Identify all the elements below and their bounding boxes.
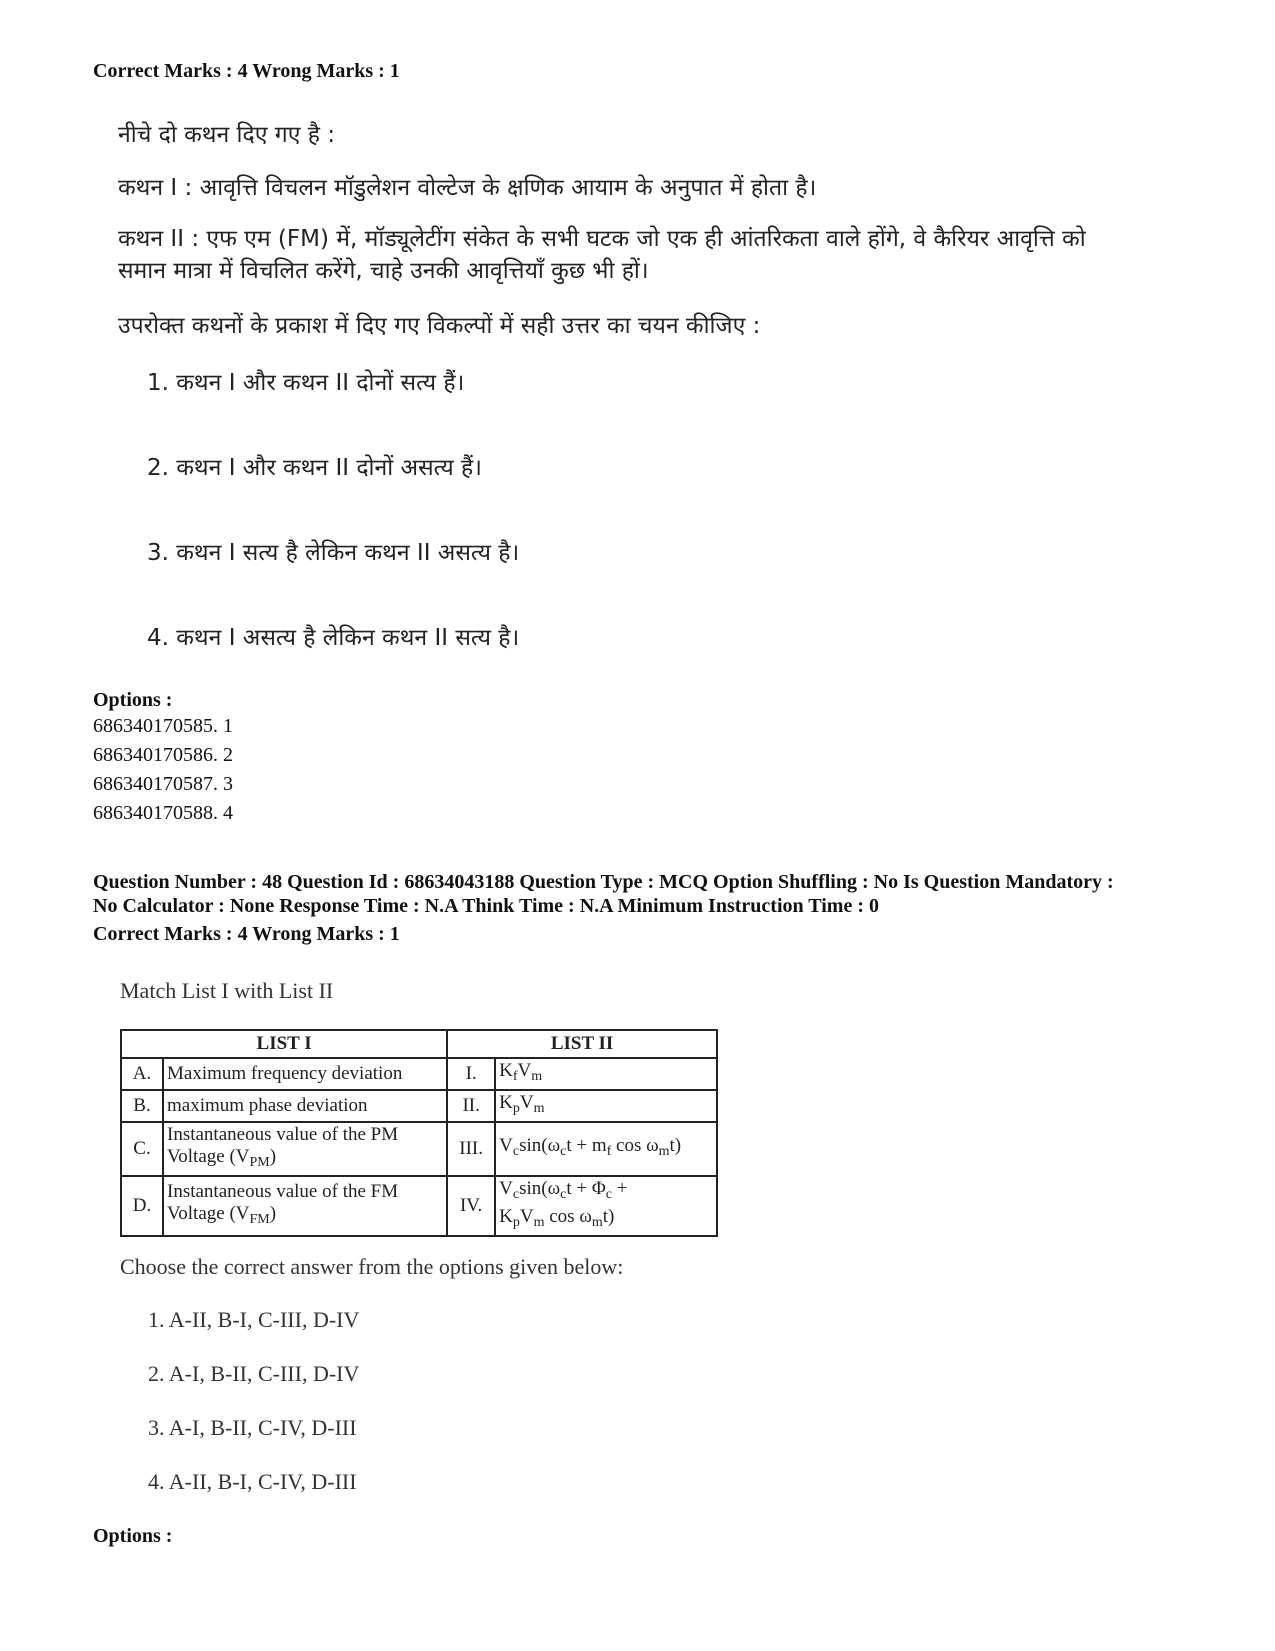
q48-choice-2: 2. A-I, B-II, C-III, D-IV <box>148 1361 360 1386</box>
row-list-2: $K_fV_m$ <box>495 1058 717 1090</box>
row-numeral: IV. <box>447 1176 495 1236</box>
q47-option-4: 686340170588. 4 <box>93 802 233 824</box>
q47-instruction: उपरोक्त कथनों के प्रकाश में दिए गए विकल्पों में सही उत्तर का चयन कीजिए : <box>118 313 761 339</box>
q48-prompt: Match List I with List II <box>120 978 334 1003</box>
list-1-header: LIST I <box>121 1030 447 1058</box>
row-key: D. <box>121 1176 163 1236</box>
row-list-1: maximum phase deviation <box>163 1090 447 1122</box>
row-key: B. <box>121 1090 163 1122</box>
row-numeral: II. <box>447 1090 495 1122</box>
row-numeral: I. <box>447 1058 495 1090</box>
row-key: A. <box>121 1058 163 1090</box>
q48-choice-4: 4. A-II, B-I, C-IV, D-III <box>148 1469 357 1494</box>
q48-choice-1: 1. A-II, B-I, C-III, D-IV <box>148 1307 360 1332</box>
q47-statement-1: कथन I : आवृत्ति विचलन मॉडुलेशन वोल्टेज के क्षणिक आयाम के अनुपात में होता है। <box>118 175 817 201</box>
row-list-1-line: Instantaneous value of the PM <box>167 1124 399 1145</box>
row-list-1 <box>163 1122 447 1176</box>
row-list-2: $K_pV_m$ <box>495 1090 717 1122</box>
q47-choice-4: 4. कथन I असत्य है लेकिन कथन II सत्य है। <box>147 625 520 651</box>
row-list-1: Maximum frequency deviation <box>163 1058 447 1090</box>
voltage-label: Voltage (V <box>167 1203 250 1224</box>
row-key: C. <box>121 1122 163 1176</box>
q47-option-3: 686340170587. 3 <box>93 773 233 795</box>
q47-marks: Correct Marks : 4 Wrong Marks : 1 <box>93 60 400 82</box>
q47-option-2: 686340170586. 2 <box>93 744 233 766</box>
q48-marks: Correct Marks : 4 Wrong Marks : 1 <box>93 923 400 945</box>
table-row <box>121 1176 717 1236</box>
row-numeral: III. <box>447 1122 495 1176</box>
q47-statement-2-line-1: कथन II : एफ एम (FM) में, मॉड्यूलेटींग संकेत के सभी घटक जो एक ही आंतरिकता वाले होंगे, वे कैरियर आवृत्ति को <box>118 226 1086 252</box>
row-list-2: $V_c\sin(\omega_ct + \Phi_c$ + $K_pV_m$ $\cos \omega_mt$) <box>495 1176 717 1236</box>
row-list-1-line: Instantaneous value of the FM <box>167 1181 399 1202</box>
q47-choice-1: 1. कथन I और कथन II दोनों सत्य हैं। <box>147 370 465 396</box>
q48-choice-3: 3. A-I, B-II, C-IV, D-III <box>148 1415 357 1440</box>
row-list-1 <box>163 1176 447 1236</box>
q47-statement-2-line-2: समान मात्रा में विचलित करेंगे, चाहे उनकी आवृत्तियाँ कुछ भी हों। <box>118 258 649 284</box>
row-list-1-line: Voltage $(V_{PM})$ <box>167 1146 277 1170</box>
table-row <box>121 1090 717 1122</box>
q48-options-label: Options : <box>93 1525 173 1547</box>
q47-statement-2 <box>118 223 1178 287</box>
q48-header-line-1: Question Number : 48 Question Id : 68634043188 Question Type : MCQ Option Shuffling : No Is Question Mandatory : <box>93 871 1114 893</box>
list-2-header: LIST II <box>447 1030 717 1058</box>
q47-choice-3: 3. कथन I सत्य है लेकिन कथन II असत्य है। <box>147 540 520 566</box>
q48-header-line-2: No Calculator : None Response Time : N.A Think Time : N.A Minimum Instruction Time : 0 <box>93 895 879 917</box>
voltage-label: Voltage (V <box>167 1146 250 1167</box>
match-table-header <box>121 1030 717 1058</box>
q47-options-label: Options : <box>93 689 173 711</box>
q47-option-1: 686340170585. 1 <box>93 715 233 737</box>
match-table <box>120 1029 718 1237</box>
table-row <box>121 1058 717 1090</box>
q47-choice-2: 2. कथन I और कथन II दोनों असत्य हैं। <box>147 455 482 481</box>
q47-intro: नीचे दो कथन दिए गए है : <box>118 122 336 148</box>
row-list-2: $V_c\sin(\omega_ct + m_f$ $\cos \omega_mt$) <box>495 1122 717 1176</box>
row-list-1-line: Voltage $(V_{FM})$ <box>167 1203 277 1227</box>
q48-after-table: Choose the correct answer from the options given below: <box>120 1254 624 1279</box>
q47-options-list <box>93 712 233 828</box>
table-row <box>121 1122 717 1176</box>
